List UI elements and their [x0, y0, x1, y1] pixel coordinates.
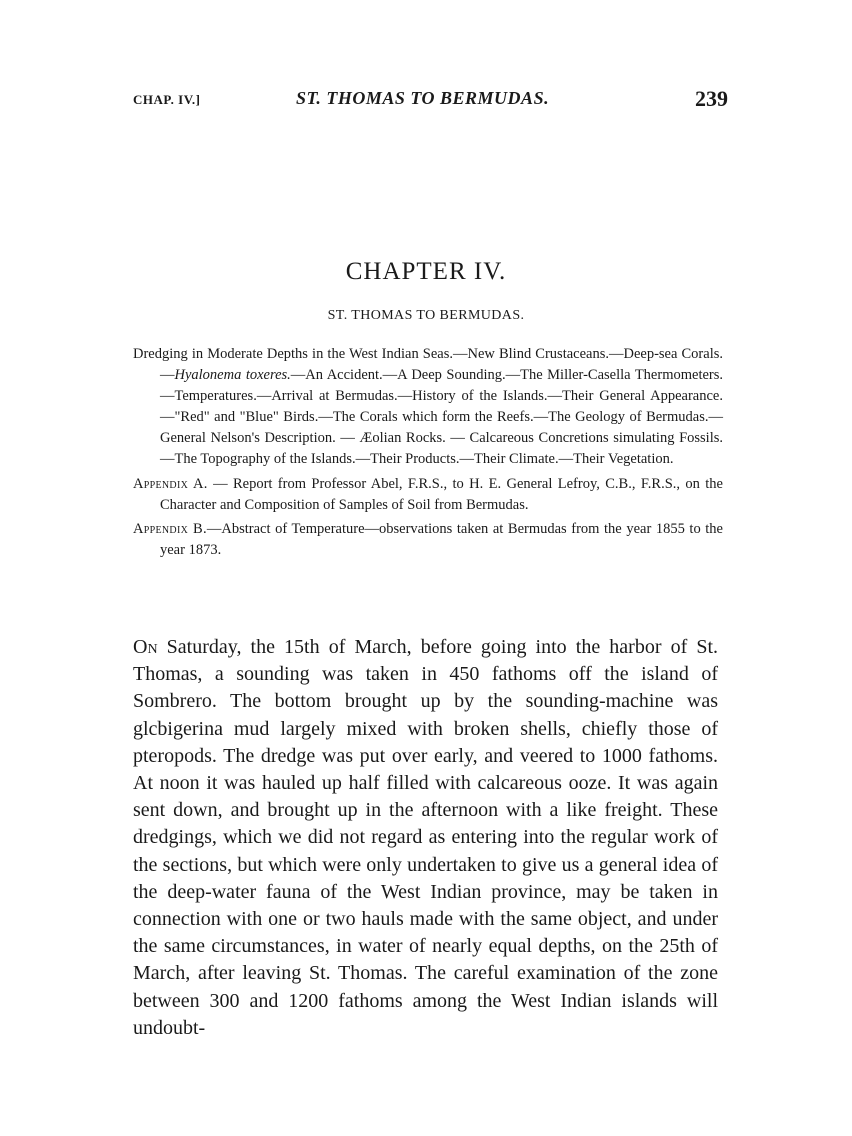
running-head	[133, 86, 728, 116]
appendix-a-label: Appendix A.	[133, 476, 208, 492]
body-text	[133, 634, 718, 1042]
synopsis-paragraph	[133, 344, 723, 470]
appendix-a-text: — Report from Professor Abel, F.R.S., to H. E. General Lefroy, C.B., F.R.S., on the Character and Composition of Samples of Soil from Bermudas.	[160, 476, 723, 513]
chapter-synopsis	[133, 344, 723, 564]
synopsis-text-2: —An Accident.—A Deep Sounding.—The Miller-Casella Thermometers.—Temperatures.—Arrival at Bermudas.—History of the Islands.—Their General Appearance.—"Red" and "Blue" Birds.—The Corals which form the Reefs.—The Geology of Bermudas.—General Nelson's Description. — Æolian Rocks. — Calcareous Concretions simulating Fossils.—The Topography of the Islands.—Their Products.—Their Climate.—Their Vegetation.	[160, 367, 723, 467]
chapter-subtitle: ST. THOMAS TO BERMUDAS.	[327, 308, 525, 323]
chapter-title: CHAPTER IV.	[345, 258, 507, 285]
page-number: 239	[695, 86, 728, 111]
appendix-b-label: Appendix B.	[133, 521, 207, 537]
synopsis-italic-species: Hyalonema toxeres.	[174, 367, 291, 383]
chapter-reference: CHAP. IV.]	[133, 92, 201, 107]
body-paragraph	[133, 634, 718, 1042]
appendix-a	[133, 474, 723, 516]
synopsis-text-1: Dredging in Moderate Depths in the West Indian Seas.—New Blind Crustaceans.—Deep-sea Corals.—	[133, 346, 723, 383]
appendix-b	[133, 519, 723, 561]
appendix-b-text: —Abstract of Temperature—observations taken at Bermudas from the year 1855 to the year 1873.	[160, 521, 723, 558]
opening-word: On	[133, 636, 158, 658]
running-title: ST. THOMAS TO BERMUDAS.	[296, 88, 550, 108]
body-paragraph-text: Saturday, the 15th of March, before going into the harbor of St. Thomas, a sounding was taken in 450 fathoms off the island of Sombrero. The bottom brought up by the sounding-machine was glcbigerina mud largely mixed with broken shells, chiefly those of pteropods. The dredge was put over early, and veered to 1000 fathoms. At noon it was hauled up half filled with calcareous ooze. It was again sent down, and brought up in the afternoon with a like freight. These dredgings, which we did not regard as entering into the regular work of the sections, but which were only undertaken to give us a general idea of the deep-water fauna of the West Indian province, may be taken in connection with one or two hauls made with the same object, and under the same circumstances, in water of nearly equal depths, on the 25th of March, after leaving St. Thomas. The careful examination of the zone between 300 and 1200 fathoms among the West Indian islands will undoubt-	[133, 636, 718, 1039]
